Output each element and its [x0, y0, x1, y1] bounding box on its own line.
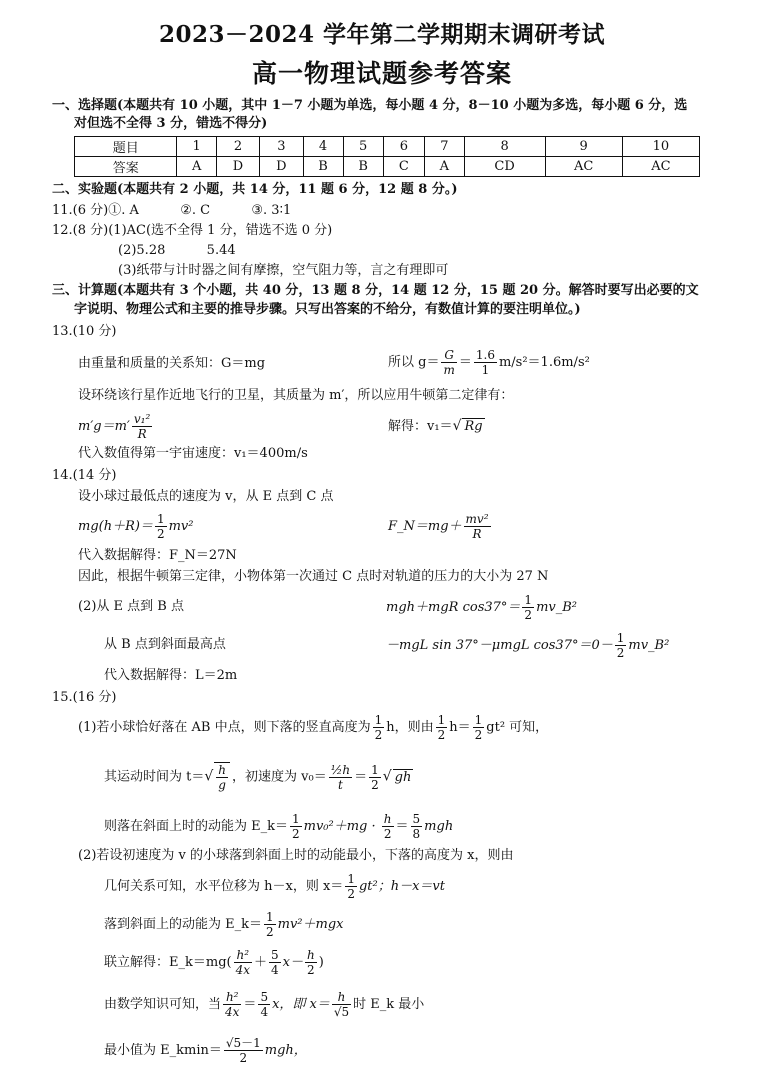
table-cell: A	[425, 157, 464, 177]
table-cell: 3	[260, 137, 303, 157]
q13-line3a: m′g＝m′ $\frac{\text{v₁²}}{R}$	[78, 412, 151, 441]
section2-heading: 二、实验题(本题共有 2 小题，共 14 分，11 题 6 分，12 题 8 分。)	[52, 182, 458, 197]
table-cell: A	[177, 157, 216, 177]
q15-line1: (1)若小球恰好落在 AB 中点，则下落的竖直高度为 $\frac{1}{2}$ h，则由 $\frac{1}{2}$ h＝ $\frac{1}{2}$ gt² 可知，	[78, 713, 549, 742]
q15-line8: 由数学知识可知，当 $\frac{\text{h²}}{4x}$ ＝ $\frac{5}{4}$ x，即 x＝ $\frac{h}{√5}$ 时 E_k 最小	[104, 990, 425, 1019]
q14-line5a: (2)从 E 点到 B 点	[78, 599, 184, 614]
q13-line4: 代入数值得第一宇宙速度：v₁＝400m/s	[78, 446, 308, 461]
q15-line7: 联立解得：E_k＝mg( $\frac{\text{h²}}{4x}$ ＋ $\frac{5}{4}$ x－ $\frac{h}{2}$ )	[104, 948, 324, 977]
q15-line4: (2)若设初速度为 v 的小球落到斜面上时的动能最小，下落的高度为 x，则由	[78, 848, 514, 863]
section1-heading-line2: 对但选不全得 3 分，错选不得分)	[74, 116, 268, 131]
q14-line7: 代入数据解得：L＝2m	[104, 668, 238, 683]
exam-subtitle: 高一物理试题参考答案	[251, 59, 512, 88]
table-cell: D	[260, 157, 303, 177]
table-row-questions	[75, 137, 700, 157]
table-row-answers	[75, 157, 700, 177]
q14-line5b: mgh＋mgR cos37°＝ $\frac{1}{2}$ mv_B²	[386, 593, 577, 622]
q15-line9: 最小值为 E_kmin＝ $\frac{√5-1}{2}$ mgh，	[104, 1036, 307, 1065]
q13-line3b: 解得：v₁＝√ Rg	[388, 418, 483, 434]
q12-answer-1: 12.(8 分)(1)AC(选不全得 1 分，错选不选 0 分)	[52, 223, 333, 238]
table-cell: 7	[425, 137, 464, 157]
table-cell: AC	[622, 157, 699, 177]
table-cell: 8	[464, 137, 545, 157]
q12-answer-2: (2)5.28 5.44	[118, 243, 236, 258]
table-cell: 答案	[75, 157, 177, 177]
q13-heading: 13.(10 分)	[52, 324, 117, 339]
q14-line6a: 从 B 点到斜面最高点	[104, 637, 226, 652]
q14-line1: 设小球过最低点的速度为 v，从 E 点到 C 点	[78, 489, 334, 504]
q15-line6: 落到斜面上的动能为 E_k＝ $\frac{1}{2}$ mv²＋mgx	[104, 910, 344, 939]
q11-answer: 11.(6 分)①. A ②. C ③. 3∶1	[52, 203, 292, 218]
table-cell: 4	[303, 137, 343, 157]
q15-heading: 15.(16 分)	[52, 690, 117, 705]
table-cell: 5	[343, 137, 383, 157]
q12-answer-3: (3)纸带与计时器之间有摩擦，空气阻力等，言之有理即可	[118, 263, 449, 278]
q13-line2: 设环绕该行星作近地飞行的卫星，其质量为 m′，所以应用牛顿第二定律有：	[78, 388, 514, 403]
section1-heading-line1: 一、选择题(本题共有 10 小题，其中 1－7 小题为单选，每小题 4 分，8－10 小题为多选，每小题 6 分，选	[52, 98, 688, 113]
section3-heading-line1: 三、计算题(本题共有 3 个小题，共 40 分，13 题 8 分，14 题 12 分，15 题 20 分。解答时要写出必要的文	[52, 283, 699, 298]
q15-line3: 则落在斜面上时的动能为 E_k＝ $\frac{1}{2}$ mv₀²＋mg · $\frac{h}{2}$ ＝ $\frac{5}{8}$ mgh	[104, 812, 454, 841]
table-cell: 6	[383, 137, 425, 157]
q14-line3: 代入数据解得：F_N＝27N	[78, 548, 237, 563]
q14-line2b: F_N＝mg＋ $\frac{\text{mv²}}{R}$	[388, 512, 489, 541]
q15-line5: 几何关系可知，水平位移为 h－x，则 x＝ $\frac{1}{2}$ gt²；h－x＝vt	[104, 872, 445, 901]
q13-line1b: 所以 g＝ $\frac{G}{m}$ ＝ $\frac{1.6}{1}$ m/s²＝1.6m/s²	[388, 348, 590, 377]
table-cell: 题目	[75, 137, 177, 157]
section3-heading-line2: 字说明、物理公式和主要的推导步骤。只写出答案的不给分，有数值计算的要注明单位。)	[74, 302, 581, 317]
q14-line2a: mg(h＋R)＝ $\frac{1}{2}$ mv²	[78, 512, 194, 541]
q14-line6b: －mgL sin 37°－μmgL cos37°＝0－ $\frac{1}{2}$ mv_B²	[386, 631, 670, 660]
q14-heading: 14.(14 分)	[52, 468, 117, 483]
table-cell: C	[383, 157, 425, 177]
table-cell: AC	[545, 157, 622, 177]
table-cell: D	[216, 157, 259, 177]
table-cell: B	[303, 157, 343, 177]
exam-title: 2023－2024 学年第二学期期末调研考试	[158, 21, 606, 48]
table-cell: 9	[545, 137, 622, 157]
q14-line4: 因此，根据牛顿第三定律，小物体第一次通过 C 点时对轨道的压力的大小为 27 N	[78, 569, 549, 584]
table-cell: 10	[622, 137, 699, 157]
q13-line1a: 由重量和质量的关系知：G＝mg	[78, 356, 266, 371]
table-cell: CD	[464, 157, 545, 177]
table-cell: 2	[216, 137, 259, 157]
table-cell: 1	[177, 137, 216, 157]
table-cell: B	[343, 157, 383, 177]
q15-line2: 其运动时间为 t＝√ $\frac{h}{g}$ ，初速度为 v₀＝ $\frac{\text{½h}}{t}$ ＝ $\frac{1}{2}$ √ gh	[104, 762, 412, 792]
answer-table	[74, 136, 700, 177]
